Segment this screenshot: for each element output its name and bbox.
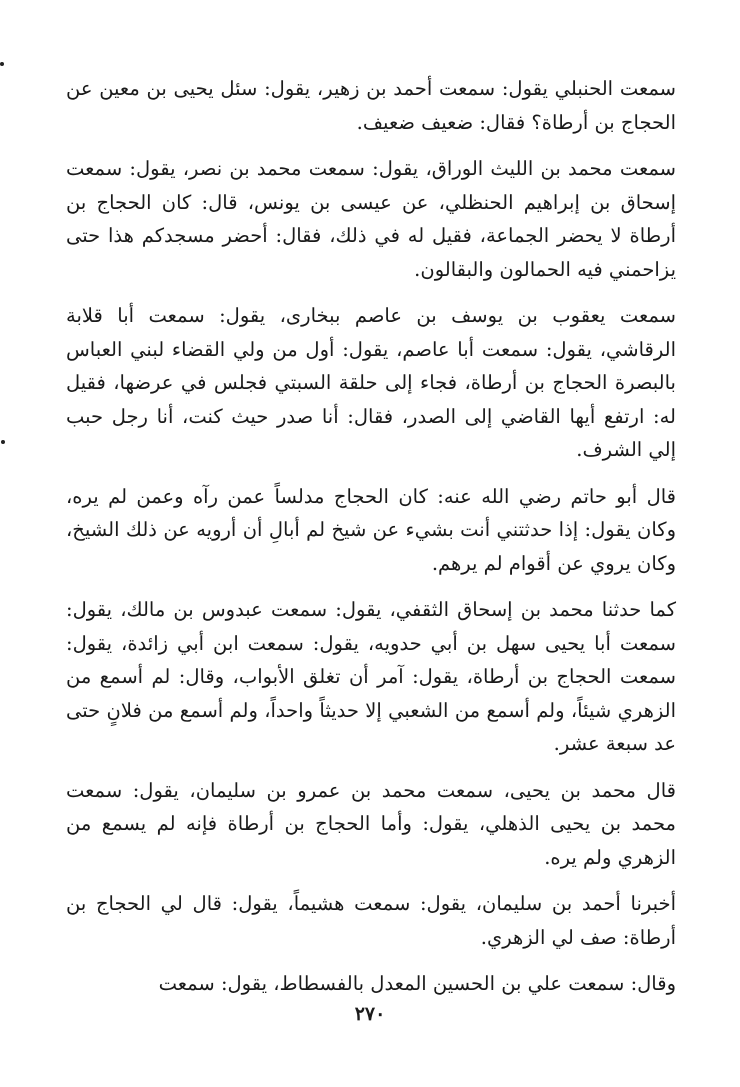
paragraph-2: سمعت محمد بن الليث الوراق، يقول: سمعت محمد بن نصر، يقول: سمعت إسحاق بن إبراهيم الحنظلي، عن عيسى بن يونس، قال: كان الحجاج بن أرطاة لا يحضر الجماعة، فقيل له في ذلك، فقال: أحضر مسجدكم هذا حتى يزاحمني فيه الحمالون والبقالون.	[66, 157, 676, 281]
edge-mark-top	[0, 62, 4, 66]
page-number: ٢٧٠	[354, 1003, 386, 1025]
edge-mark-middle	[1, 440, 5, 444]
paragraph-6: قال محمد بن يحيى، سمعت محمد بن عمرو بن سليمان، يقول: سمعت محمد بن يحيى الذهلي، يقول: وأما الحجاج بن أرطاة فإنه لم يسمع من الزهري ولم يره.	[66, 778, 676, 869]
paragraph-3: سمعت يعقوب بن يوسف بن عاصم ببخارى، يقول: سمعت أبا قلابة الرقاشي، يقول: سمعت أبا عاصم، يقول: أول من ولي القضاء لبني العباس بالبصرة الحجاج بن أرطاة، فجاء إلى حلقة السبتي فجلس في عرضها، فقيل له: ارتفع أيها القاضي إلى الصدر، فقال: أنا صدر حيث كنت، أنا رجل حبب إلي الشرف.	[66, 304, 676, 461]
paragraph-1: سمعت الحنبلي يقول: سمعت أحمد بن زهير، يقول: سئل يحيى بن معين عن الحجاج بن أرطاة؟ فقال: ضعيف ضعيف.	[66, 77, 676, 134]
page-body	[66, 72, 676, 1014]
paragraph-4: قال أبو حاتم رضي الله عنه: كان الحجاج مدلساً عمن رآه وعمن لم يره، وكان يقول: إذا حدثتني أنت بشيء عن شيخ لم أبالِ أن أرويه عن ذلك الشيخ، وكان يروي عن أقوام لم يرهم.	[66, 484, 676, 575]
paragraph-8: وقال: سمعت علي بن الحسين المعدل بالفسطاط، يقول: سمعت	[158, 972, 676, 995]
paragraph-5: كما حدثنا محمد بن إسحاق الثقفي، يقول: سمعت عبدوس بن مالك، يقول: سمعت أبا يحيى سهل بن أبي حدويه، يقول: سمعت ابن أبي زائدة، يقول: سمعت الحجاج بن أرطاة، يقول: آمر أن تغلق الأبواب، وقال: لم أسمع من الزهري شيئاً، ولم أسمع من الشعبي إلا حديثاً واحداً، ولم أسمع من فلانٍ حتى عد سبعة عشر.	[66, 598, 676, 755]
paragraph-7: أخبرنا أحمد بن سليمان، يقول: سمعت هشيماً، يقول: قال لي الحجاج بن أرطاة: صف لي الزهري.	[66, 892, 676, 949]
